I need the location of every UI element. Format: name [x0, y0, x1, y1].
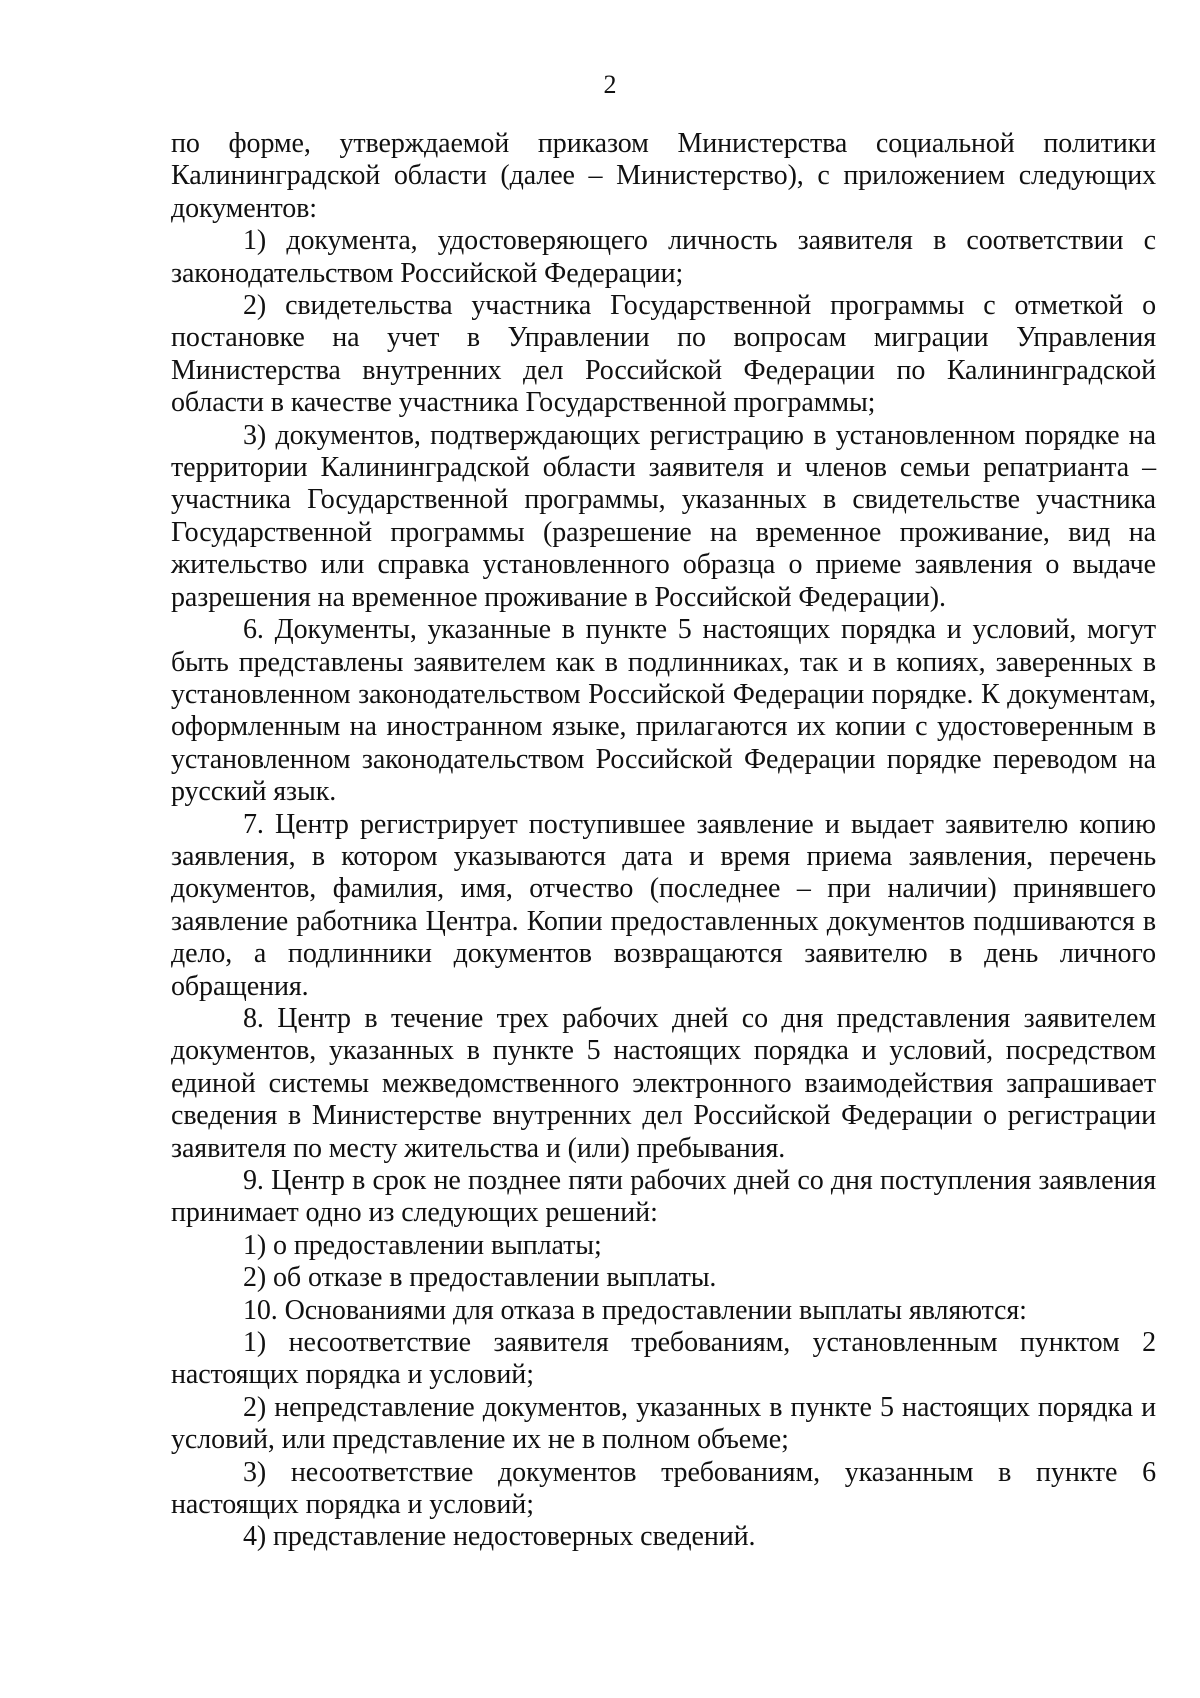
paragraph: 3) документов, подтверждающих регистрацию в установленном порядке на территории Калининградской области заявителя и членов семьи репатрианта – участника Государственной программы, указанных в свидетельстве участника Государственной программы (разрешение на временное проживание, вид на жительство или справка установленного образца о приеме заявления о выдаче разрешения на временное проживание в Российской Федерации).	[171, 419, 1156, 613]
document-body	[171, 128, 1156, 1554]
paragraph: 1) о предоставлении выплаты;	[243, 1229, 602, 1261]
paragraph: 7. Центр регистрирует поступившее заявление и выдает заявителю копию заявления, в котором указываются дата и время приема заявления, перечень документов, фамилия, имя, отчество (последнее – при наличии) принявшего заявление работника Центра. Копии предоставленных документов подшиваются в дело, а подлинники документов возвращаются заявителю в день личного обращения.	[171, 808, 1156, 1002]
paragraph: 2) об отказе в предоставлении выплаты.	[243, 1262, 717, 1294]
paragraph: 2) непредставление документов, указанных в пункте 5 настоящих порядка и условий, или представление их не в полном объеме;	[171, 1391, 1156, 1456]
paragraph: 1) несоответствие заявителя требованиям, установленным пунктом 2 настоящих порядка и условий;	[171, 1327, 1156, 1391]
paragraph: 8. Центр в течение трех рабочих дней со дня представления заявителем документов, указанных в пункте 5 настоящих порядка и условий, посредством единой системы межведомственного электронного взаимодействия запрашивает сведения в Министерстве внутренних дел Российской Федерации о регистрации заявителя по месту жительства и (или) пребывания.	[171, 1002, 1156, 1164]
paragraph: 2) свидетельства участника Государственной программы с отметкой о постановке на учет в Управлении по вопросам миграции Управления Министерства внутренних дел Российской Федерации по Калининградской области в качестве участника Государственной программы;	[171, 290, 1156, 419]
paragraph: 1) документа, удостоверяющего личность заявителя в соответствии с законодательством Российской Федерации;	[171, 225, 1156, 289]
paragraph: 3) несоответствие документов требованиям, указанным в пункте 6 настоящих порядка и условий;	[171, 1456, 1156, 1521]
paragraph: 4) представление недостоверных сведений.	[243, 1521, 756, 1553]
paragraph: 10. Основаниями для отказа в предоставлении выплаты являются:	[243, 1294, 1027, 1326]
page-number: 2	[603, 70, 617, 99]
paragraph: 9. Центр в срок не позднее пяти рабочих дней со дня поступления заявления принимает одно из следующих решений:	[171, 1165, 1156, 1229]
paragraph: 6. Документы, указанные в пункте 5 настоящих порядка и условий, могут быть представлены заявителем как в подлинниках, так и в копиях, заверенных в установленном законодательством Российской Федерации порядке. К документам, оформленным на иностранном языке, прилагаются их копии с удостоверенным в установленном законодательством Российской Федерации порядке переводом на русский язык.	[171, 614, 1156, 808]
paragraph: по форме, утверждаемой приказом Министерства социальной политики Калининградской области (далее – Министерство), с приложением следующих документов:	[171, 128, 1156, 224]
